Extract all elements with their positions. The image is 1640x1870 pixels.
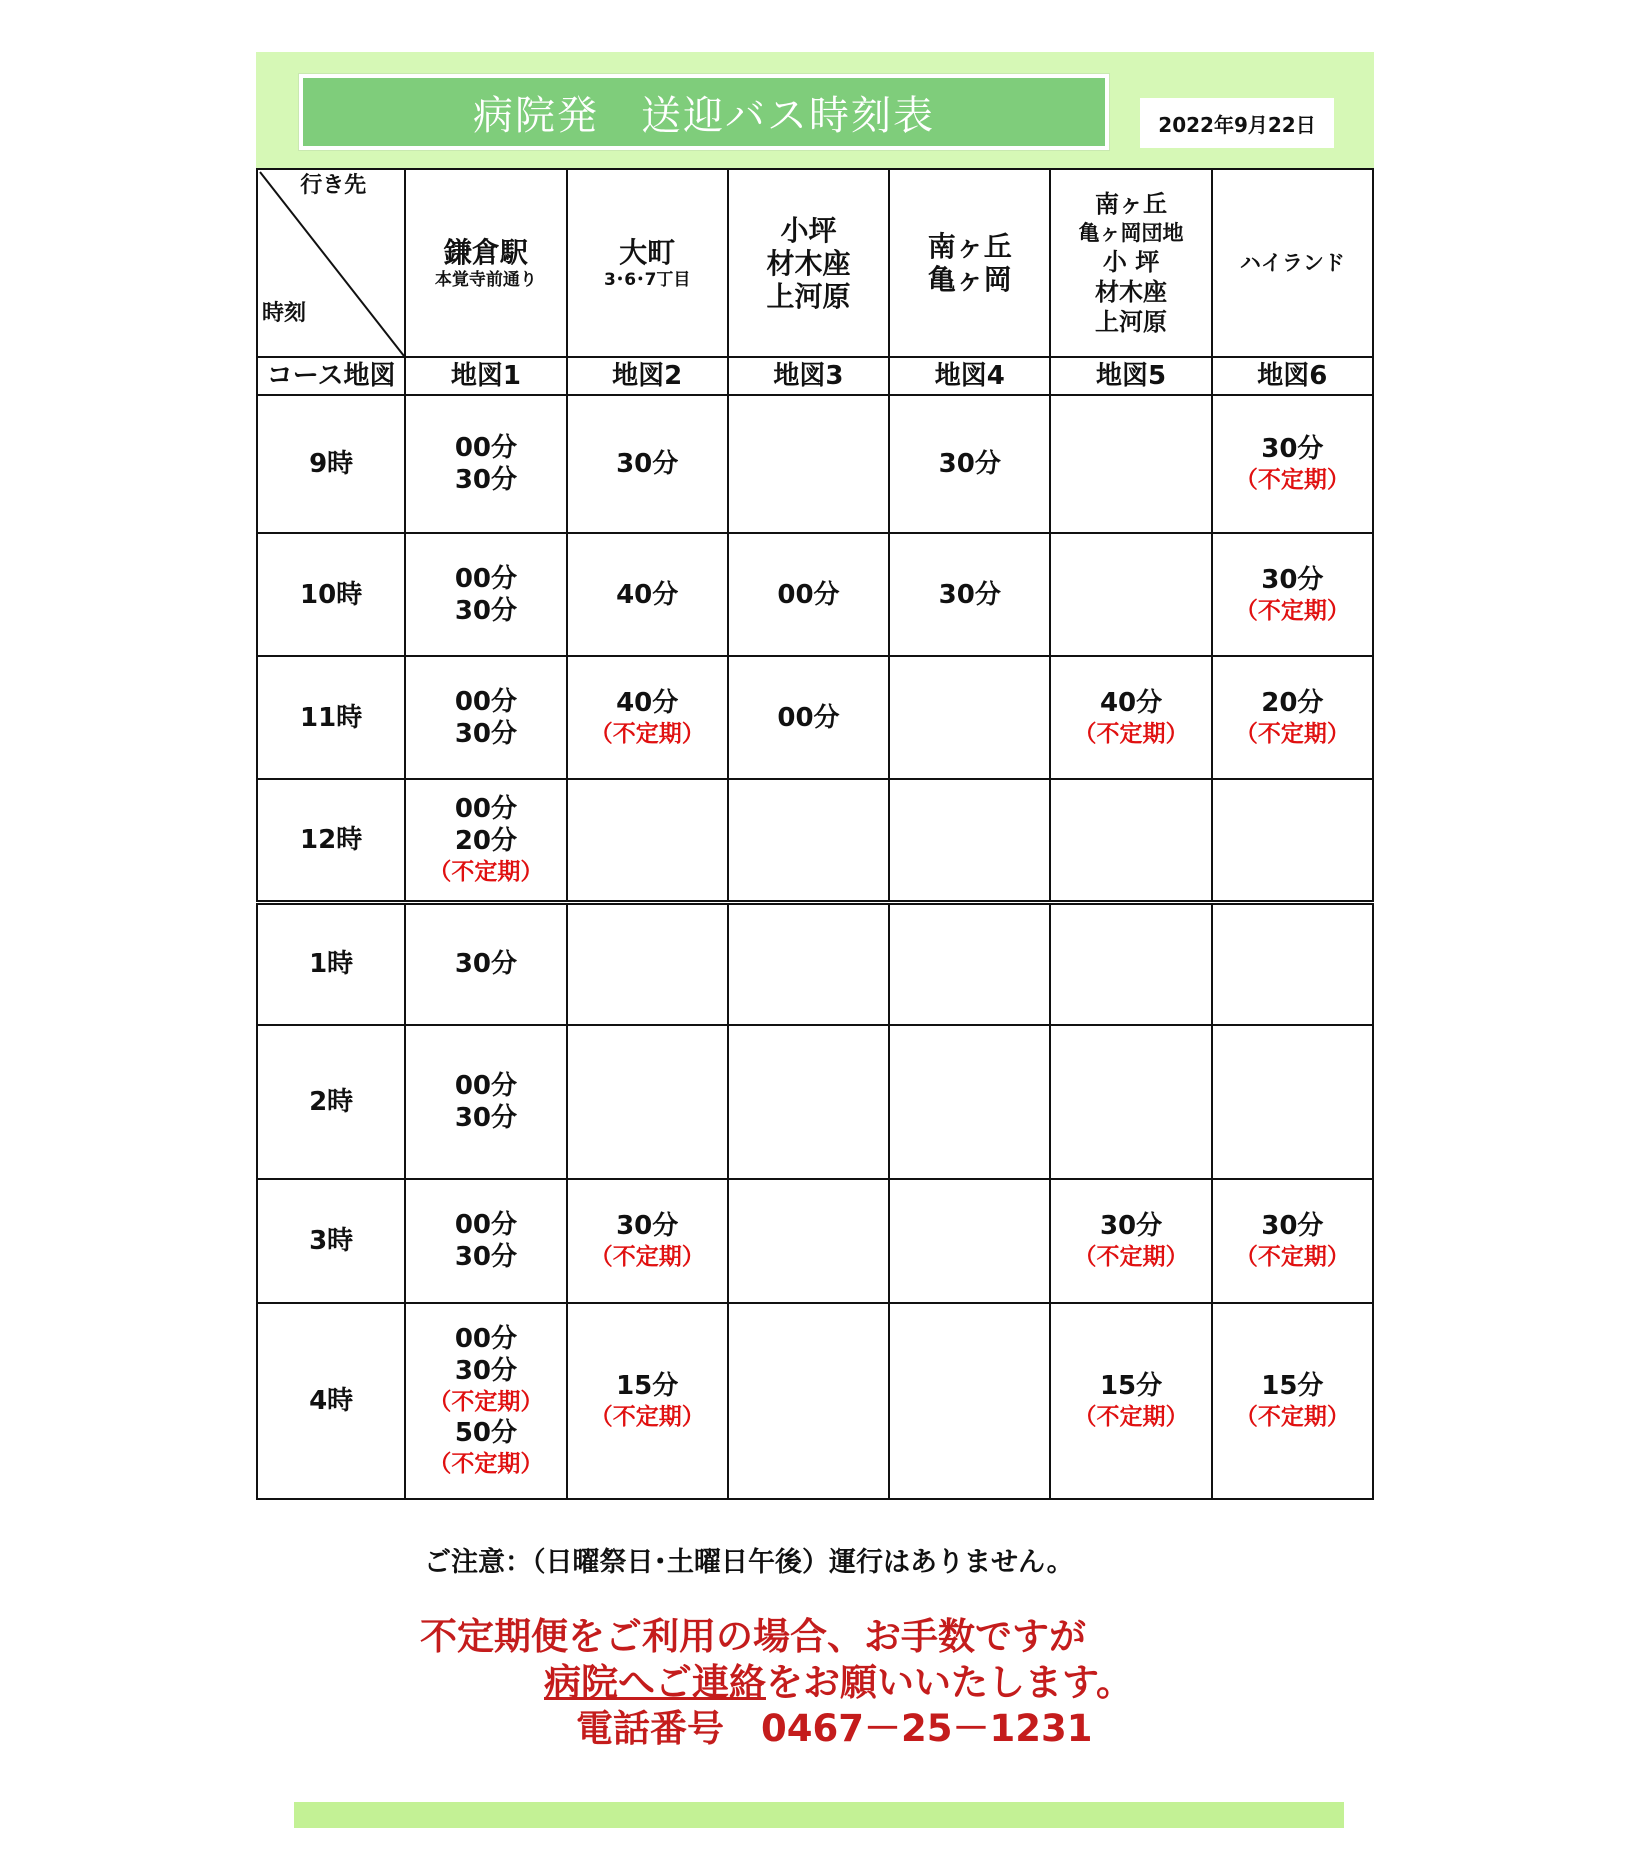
departure-cell bbox=[1212, 1179, 1373, 1303]
departure-time: 15分 bbox=[616, 1371, 679, 1401]
departure-time: 40分 bbox=[616, 687, 679, 718]
footer-bar bbox=[294, 1802, 1344, 1828]
irregular-label: （不定期） bbox=[428, 1389, 544, 1415]
time-row bbox=[257, 656, 1373, 779]
departure-cell bbox=[1212, 1303, 1373, 1499]
departure-time: 00分 bbox=[777, 579, 840, 610]
map-link-1[interactable]: 地図1 bbox=[405, 357, 566, 395]
departure-time: 30分 bbox=[454, 949, 517, 980]
departure-time: 30分 bbox=[1261, 434, 1324, 464]
departure-time: 20分 bbox=[454, 825, 517, 856]
departure-time: 00分 bbox=[454, 563, 517, 594]
departure-time: 30分 bbox=[1099, 1211, 1163, 1241]
time-row bbox=[257, 1025, 1373, 1179]
departure-time: 30分 bbox=[454, 718, 517, 749]
dest-1-main: 鎌倉駅 bbox=[443, 235, 528, 269]
departure-time: 00分 bbox=[454, 686, 517, 717]
irregular-label: （不定期） bbox=[589, 1244, 705, 1270]
hour-label: 2時 bbox=[257, 1025, 405, 1179]
departure-cell bbox=[889, 1179, 1050, 1303]
departure-cell bbox=[889, 395, 1050, 533]
irregular-label: （不定期） bbox=[1234, 1404, 1350, 1430]
destination-row bbox=[257, 169, 1373, 357]
dest-3-line-2: 材木座 bbox=[766, 246, 851, 280]
irregular-label: （不定期） bbox=[589, 1404, 705, 1430]
departure-cell bbox=[728, 533, 889, 656]
departure-time: 30分 bbox=[1261, 564, 1324, 595]
departure-time: 20分 bbox=[1261, 687, 1324, 718]
departure-cell bbox=[1050, 1179, 1211, 1303]
hour-label: 11時 bbox=[257, 656, 405, 779]
irregular-label: （不定期） bbox=[1234, 720, 1350, 747]
dest-1-sub: 本覚寺前通り bbox=[434, 269, 537, 290]
departure-time: 30分 bbox=[454, 595, 517, 626]
dest-3-line-1: 小坪 bbox=[780, 213, 837, 247]
contact-hospital-underlined: 病院へご連絡 bbox=[544, 1661, 766, 1704]
hour-label: 12時 bbox=[257, 779, 405, 902]
irregular-label: （不定期） bbox=[1073, 720, 1189, 747]
corner-diagonal bbox=[258, 170, 406, 358]
timetable bbox=[256, 168, 1374, 1500]
contact-line-2-rest: をお願いいたします。 bbox=[766, 1661, 1134, 1704]
corner-destination-label: 行き先 bbox=[300, 173, 367, 198]
departure-time: 15分 bbox=[1099, 1371, 1163, 1401]
departure-cell bbox=[1050, 1303, 1211, 1499]
departure-cell bbox=[728, 656, 889, 779]
departure-cell bbox=[405, 1025, 566, 1179]
departure-cell bbox=[567, 533, 728, 656]
departure-time: 00分 bbox=[454, 433, 517, 463]
departure-time: 30分 bbox=[938, 449, 1001, 479]
departure-time: 00分 bbox=[454, 1210, 517, 1240]
departure-time: 30分 bbox=[616, 1211, 679, 1241]
departure-time: 30分 bbox=[454, 1103, 517, 1133]
departure-cell bbox=[728, 779, 889, 902]
departure-cell bbox=[1212, 395, 1373, 533]
notice-text: ご注意：（日曜祭日･土曜日午後）運行はありません。 bbox=[424, 1547, 1074, 1578]
time-row bbox=[257, 1179, 1373, 1303]
departure-cell bbox=[728, 1179, 889, 1303]
dest-2-sub: 3･6･7丁目 bbox=[603, 269, 691, 290]
corner-cell bbox=[257, 169, 405, 357]
departure-cell bbox=[1050, 533, 1211, 656]
departure-time: 00分 bbox=[454, 1324, 517, 1354]
departure-cell bbox=[1050, 779, 1211, 902]
time-row bbox=[257, 902, 1373, 1025]
departure-cell bbox=[889, 533, 1050, 656]
departure-time: 00分 bbox=[777, 702, 840, 733]
course-map-label: コース地図 bbox=[257, 357, 405, 395]
irregular-label: （不定期） bbox=[1234, 467, 1350, 493]
departure-cell bbox=[567, 1025, 728, 1179]
departure-cell bbox=[567, 1179, 728, 1303]
departure-time: 50分 bbox=[454, 1418, 517, 1448]
irregular-label: （不定期） bbox=[428, 858, 544, 885]
departure-time: 15分 bbox=[1261, 1371, 1324, 1401]
map-link-2[interactable]: 地図2 bbox=[567, 357, 728, 395]
irregular-label: （不定期） bbox=[1073, 1404, 1189, 1430]
departure-cell bbox=[728, 1303, 889, 1499]
departure-cell bbox=[567, 395, 728, 533]
hour-label: 3時 bbox=[257, 1179, 405, 1303]
departure-cell bbox=[1212, 533, 1373, 656]
departure-cell bbox=[728, 1025, 889, 1179]
departure-cell bbox=[1212, 902, 1373, 1025]
departure-cell bbox=[889, 1303, 1050, 1499]
departure-time: 30分 bbox=[454, 465, 517, 495]
departure-cell bbox=[1050, 395, 1211, 533]
departure-cell bbox=[567, 656, 728, 779]
contact-notice bbox=[420, 1614, 1420, 1752]
map-link-6[interactable]: 地図6 bbox=[1212, 357, 1373, 395]
contact-line-1: 不定期便をご利用の場合、お手数ですが bbox=[420, 1615, 1086, 1658]
dest-header-4 bbox=[889, 169, 1050, 357]
corner-time-label: 時刻 bbox=[262, 301, 307, 326]
page-title: 病院発 送迎バス時刻表 bbox=[299, 74, 1109, 150]
header-band bbox=[256, 52, 1374, 168]
dest-3-line-3: 上河原 bbox=[766, 279, 851, 313]
time-row bbox=[257, 533, 1373, 656]
departure-cell bbox=[1050, 902, 1211, 1025]
phone-number: 電話番号 0467－25－1231 bbox=[576, 1707, 1093, 1750]
date-label: 2022年9月22日 bbox=[1140, 98, 1334, 148]
departure-cell bbox=[889, 656, 1050, 779]
departure-cell bbox=[1050, 1025, 1211, 1179]
hour-label: 9時 bbox=[257, 395, 405, 533]
time-row bbox=[257, 1303, 1373, 1499]
departure-cell bbox=[405, 779, 566, 902]
departure-time: 40分 bbox=[616, 579, 679, 610]
dest-5-line-4: 材木座 bbox=[1095, 278, 1168, 306]
irregular-label: （不定期） bbox=[1234, 597, 1350, 624]
departure-time: 40分 bbox=[1099, 687, 1163, 718]
departure-cell bbox=[1212, 656, 1373, 779]
departure-cell bbox=[405, 1179, 566, 1303]
dest-5-line-5: 上河原 bbox=[1095, 308, 1168, 336]
departure-cell bbox=[1212, 779, 1373, 902]
irregular-label: （不定期） bbox=[1073, 1244, 1189, 1270]
departure-cell bbox=[567, 902, 728, 1025]
map-link-5[interactable]: 地図5 bbox=[1050, 357, 1211, 395]
map-row bbox=[257, 357, 1373, 395]
departure-cell bbox=[889, 779, 1050, 902]
departure-cell bbox=[405, 533, 566, 656]
dest-5-line-1: 南ヶ丘 bbox=[1095, 190, 1168, 218]
departure-cell bbox=[889, 902, 1050, 1025]
time-rows bbox=[257, 395, 1373, 1499]
departure-cell bbox=[567, 779, 728, 902]
map-link-3[interactable]: 地図3 bbox=[728, 357, 889, 395]
departure-time: 30分 bbox=[454, 1242, 517, 1272]
departure-cell bbox=[405, 1303, 566, 1499]
dest-2-main: 大町 bbox=[619, 235, 676, 269]
departure-cell bbox=[567, 1303, 728, 1499]
departure-cell bbox=[728, 902, 889, 1025]
irregular-label: （不定期） bbox=[589, 720, 705, 747]
departure-time: 30分 bbox=[938, 579, 1001, 610]
dest-6-label: ハイランド bbox=[1239, 251, 1345, 275]
dest-header-6 bbox=[1212, 169, 1373, 357]
dest-header-1 bbox=[405, 169, 566, 357]
departure-cell bbox=[1050, 656, 1211, 779]
hour-label: 4時 bbox=[257, 1303, 405, 1499]
dest-5-line-2: 亀ヶ岡団地 bbox=[1078, 221, 1184, 245]
irregular-label: （不定期） bbox=[1234, 1244, 1350, 1270]
time-row bbox=[257, 395, 1373, 533]
departure-time: 00分 bbox=[454, 1071, 517, 1101]
contact-line-2 bbox=[420, 1660, 1420, 1706]
departure-time: 30分 bbox=[616, 449, 679, 479]
departure-cell bbox=[728, 395, 889, 533]
irregular-label: （不定期） bbox=[428, 1451, 544, 1477]
dest-header-3 bbox=[728, 169, 889, 357]
dest-4-line-1: 南ヶ丘 bbox=[927, 230, 1012, 263]
time-row bbox=[257, 779, 1373, 902]
departure-time: 00分 bbox=[454, 793, 517, 824]
dest-header-2 bbox=[567, 169, 728, 357]
map-link-4[interactable]: 地図4 bbox=[889, 357, 1050, 395]
departure-cell bbox=[405, 902, 566, 1025]
departure-cell bbox=[1212, 1025, 1373, 1179]
departure-time: 30分 bbox=[454, 1356, 517, 1386]
departure-cell bbox=[405, 656, 566, 779]
dest-4-line-2: 亀ヶ岡 bbox=[927, 263, 1012, 296]
hour-label: 10時 bbox=[257, 533, 405, 656]
departure-cell bbox=[889, 1025, 1050, 1179]
hour-label: 1時 bbox=[257, 902, 405, 1025]
departure-time: 30分 bbox=[1261, 1211, 1324, 1241]
dest-header-5 bbox=[1050, 169, 1211, 357]
departure-cell bbox=[405, 395, 566, 533]
dest-5-line-3: 小 坪 bbox=[1102, 248, 1160, 276]
